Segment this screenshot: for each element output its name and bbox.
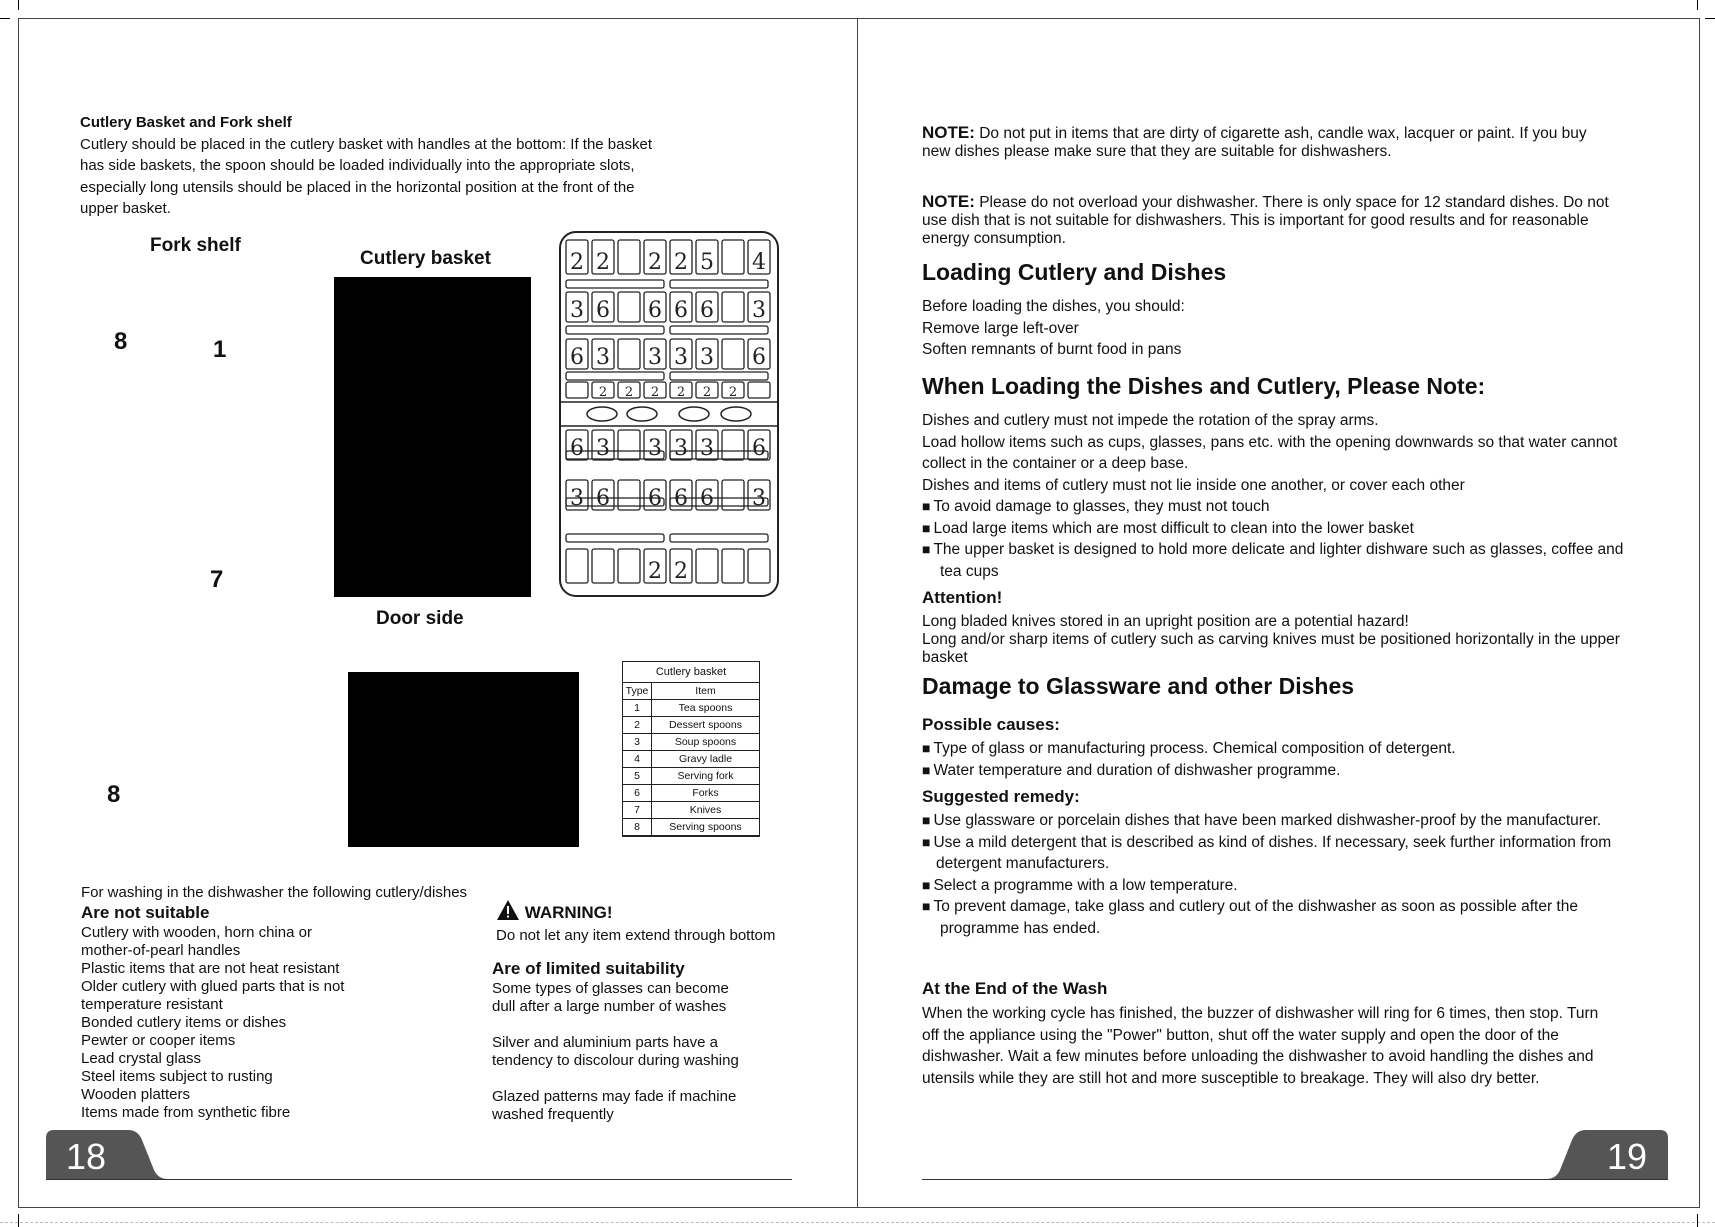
rack-slot-number: 6 (752, 345, 766, 370)
marker-label: 1 (213, 336, 227, 363)
item-cell: Knives (652, 802, 760, 819)
not-suitable-item: Items made from synthetic fibre (81, 1104, 291, 1121)
note-text: energy consumption. (922, 230, 1066, 247)
loading-heading: Loading Cutlery and Dishes (922, 259, 1227, 285)
trim-line (0, 1222, 1715, 1223)
not-suitable-item: Cutlery with wooden, horn china or (81, 924, 312, 941)
not-suitable-item: Lead crystal glass (81, 1050, 202, 1067)
rack-slot-number: 3 (596, 345, 610, 370)
cutlery-rack-diagram (558, 230, 780, 600)
not-suitable-item: Older cutlery with glued parts that is not (81, 978, 345, 995)
basket-photo (334, 277, 531, 597)
cutlery-type-table (623, 683, 759, 836)
table-row (623, 768, 759, 785)
table-row (623, 717, 759, 734)
rack-slot-number: 6 (570, 345, 584, 370)
rack-slot-number: 2 (728, 385, 738, 400)
bullet-item: ■ Use glassware or porcelain dishes that have been marked dishwasher-proof by the manufacturer. (922, 810, 1672, 832)
rack-slot-number: 3 (596, 436, 610, 461)
warning-title (496, 899, 796, 923)
bullet-item: ■ Water temperature and duration of dishwasher programme. (922, 760, 1672, 782)
loading-line: Before loading the dishes, you should: (922, 298, 1185, 315)
type-cell: 3 (623, 734, 652, 751)
causes-heading: Possible causes: (922, 715, 1060, 734)
rack-slot-number: 3 (752, 486, 766, 511)
marker-label: 7 (210, 566, 224, 593)
attention-line: basket (922, 649, 968, 666)
rack-slot-number: 6 (596, 298, 610, 323)
end-line: dishwasher. Wait a few minutes before unloading the dishwasher to avoid handling the dishes and (922, 1048, 1594, 1065)
rack-slot-number: 2 (624, 385, 634, 400)
end-line: utensils while they are still hot and more susceptible to breakage. They will also dry better. (922, 1069, 1540, 1087)
note-2 (922, 193, 1662, 248)
limited-line: Some types of glasses can become (492, 980, 729, 997)
not-suitable-item: Plastic items that are not heat resistant (81, 960, 340, 977)
rack-slot-number: 6 (648, 486, 662, 511)
rack-slot-number: 2 (676, 385, 686, 400)
intro-line: upper basket. (80, 200, 171, 217)
type-cell: 1 (623, 700, 652, 717)
not-suitable-item: Pewter or cooper items (81, 1032, 236, 1049)
intro-line: Cutlery should be placed in the cutlery basket with handles at the bottom: If the basket (80, 135, 652, 153)
loading-list (922, 296, 1185, 361)
table-row (623, 751, 759, 768)
cutlery-section (80, 112, 720, 220)
limited-line: washed frequently (492, 1106, 614, 1123)
marker-label: 8 (107, 781, 121, 808)
rack-slot-number: 3 (648, 436, 662, 461)
note-text: new dishes please make sure that they are suitable for dishwashers. (922, 143, 1392, 160)
note-1 (922, 124, 1652, 161)
type-cell: 2 (623, 717, 652, 734)
page-divider (857, 18, 858, 1208)
table-header: Type (623, 683, 652, 700)
loading-line: Soften remnants of burnt food in pans (922, 341, 1182, 358)
not-suitable-item: temperature resistant (81, 996, 223, 1013)
bullet-item: ■ Select a programme with a low temperature. (922, 875, 1672, 897)
rack-slot-number: 2 (674, 559, 688, 584)
warning-icon (496, 899, 520, 921)
rack-slot-number: 2 (648, 559, 662, 584)
washing-intro: For washing in the dishwasher the following cutlery/dishes (81, 884, 468, 901)
door-side-label: Door side (376, 608, 464, 629)
cutlery-basket-label: Cutlery basket (360, 248, 491, 269)
table-row (623, 785, 759, 802)
end-heading: At the End of the Wash (922, 979, 1108, 998)
rack-slot-number: 3 (648, 345, 662, 370)
crop-mark (0, 18, 10, 19)
limited-heading: Are of limited suitability (492, 959, 685, 978)
table-header: Item (652, 683, 760, 700)
rack-slot-number: 2 (674, 250, 688, 275)
rack-slot-number: 3 (570, 486, 584, 511)
table-row (623, 700, 759, 717)
rack-slot-number: 3 (752, 298, 766, 323)
when-line: collect in the container or a deep base. (922, 455, 1189, 472)
cutlery-table (622, 661, 760, 837)
remedy-heading: Suggested remedy: (922, 787, 1080, 806)
bullet-item: ■ The upper basket is designed to hold more delicate and lighter dishware such as glasses, coffee and (922, 539, 1672, 561)
rack-slot-number: 2 (598, 385, 608, 400)
bullet-item: ■ Use a mild detergent that is described as kind of dishes. If necessary, seek further information from (922, 832, 1672, 854)
rack-slot-number: 6 (648, 298, 662, 323)
item-cell: Serving spoons (652, 819, 760, 836)
marker-label: 8 (114, 328, 128, 355)
item-cell: Dessert spoons (652, 717, 760, 734)
rack-slot-number: 4 (752, 250, 766, 275)
warning-label: WARNING! (524, 903, 613, 922)
not-suitable-section (81, 884, 501, 1122)
table-row (623, 819, 759, 836)
limited-line: Glazed patterns may fade if machine (492, 1088, 737, 1105)
rack-slot-number: 6 (752, 436, 766, 461)
page-number: 19 (1607, 1136, 1648, 1177)
rack-slot-number: 2 (570, 250, 584, 275)
bullet-item: ■ To prevent damage, take glass and cutlery out of the dishwasher as soon as possible after the (922, 896, 1672, 918)
attention-line: Long and/or sharp items of cutlery such as carving knives must be positioned horizontally in the upper (922, 631, 1620, 648)
when-heading: When Loading the Dishes and Cutlery, Please Note: (922, 373, 1486, 399)
item-cell: Tea spoons (652, 700, 760, 717)
type-cell: 7 (623, 802, 652, 819)
note-label: NOTE: (922, 192, 975, 211)
footer-tab-left (46, 1130, 796, 1182)
table-row (623, 802, 759, 819)
rack-slot-number: 2 (702, 385, 712, 400)
not-suitable-item: mother-of-pearl handles (81, 942, 241, 959)
limited-line: dull after a large number of washes (492, 998, 727, 1015)
attention-heading: Attention! (922, 588, 1003, 607)
rack-slot-number: 2 (650, 385, 660, 400)
bullet-item: ■ Load large items which are most difficult to clean into the lower basket (922, 518, 1672, 540)
item-cell: Forks (652, 785, 760, 802)
rack-slot-number: 3 (674, 345, 688, 370)
loading-line: Remove large left-over (922, 319, 1079, 337)
limited-section (492, 958, 792, 1124)
rack-slot-number: 5 (700, 250, 714, 275)
when-list (922, 410, 1672, 582)
not-suitable-item: Steel items subject to rusting (81, 1068, 273, 1085)
rack-slot-number: 6 (700, 298, 714, 323)
rack-slot-number: 6 (570, 436, 584, 461)
not-suitable-item: Bonded cutlery items or dishes (81, 1014, 287, 1031)
table-title: Cutlery basket (623, 662, 759, 683)
bullet-continuation: tea cups (940, 562, 999, 580)
shelf-photo (348, 672, 579, 847)
fork-shelf-label: Fork shelf (150, 235, 241, 256)
attention-line: Long bladed knives stored in an upright position are a potential hazard! (922, 613, 1409, 630)
type-cell: 6 (623, 785, 652, 802)
bullet-item: ■ Type of glass or manufacturing process. Chemical composition of detergent. (922, 738, 1672, 760)
rack-ovals (587, 407, 751, 421)
bullet-continuation: programme has ended. (940, 919, 1101, 937)
end-list (922, 1003, 1672, 1089)
note-text: Please do not overload your dishwasher. There is only space for 12 standard dishes. Do not (979, 194, 1609, 211)
when-line: Dishes and cutlery must not impede the rotation of the spray arms. (922, 412, 1379, 429)
crop-mark (1697, 0, 1698, 10)
end-line: When the working cycle has finished, the buzzer of dishwasher will ring for 6 times, then stop. Turn (922, 1005, 1599, 1022)
when-line: Dishes and items of cutlery must not lie inside one another, or cover each other (922, 476, 1465, 494)
intro-line: especially long utensils should be placed in the horizontal position at the front of the (80, 178, 635, 196)
item-cell: Serving fork (652, 768, 760, 785)
rack-slot-number: 3 (700, 345, 714, 370)
section-heading: Cutlery Basket and Fork shelf (80, 114, 292, 131)
table-row (623, 734, 759, 751)
not-suitable-list (81, 924, 501, 1122)
when-line: Load hollow items such as cups, glasses, pans etc. with the opening downwards so that water cannot (922, 433, 1618, 451)
damage-heading: Damage to Glassware and other Dishes (922, 673, 1355, 699)
bullet-continuation: detergent manufacturers. (936, 855, 1110, 872)
rack-slot-number: 3 (674, 436, 688, 461)
type-cell: 5 (623, 768, 652, 785)
rack-slot-number: 6 (700, 486, 714, 511)
type-cell: 4 (623, 751, 652, 768)
limited-line: tendency to discolour during washing (492, 1052, 739, 1069)
warning-section (496, 899, 796, 947)
item-cell: Gravy ladle (652, 751, 760, 768)
intro-line: has side baskets, the spoon should be loaded individually into the appropriate slots, (80, 157, 635, 174)
rack-slot-number: 2 (596, 250, 610, 275)
crop-mark (18, 0, 19, 10)
rack-slot-number: 6 (674, 298, 688, 323)
note-text: use dish that is not suitable for dishwashers. This is important for good results and for reasonable (922, 212, 1589, 229)
causes-list (922, 738, 1672, 781)
not-suitable-item: Wooden platters (81, 1086, 190, 1103)
rack-slot-number: 2 (648, 250, 662, 275)
rack-slot-number: 6 (674, 486, 688, 511)
end-line: off the appliance using the "Power" button, shut off the water supply and open the door of the (922, 1026, 1559, 1044)
crop-mark (1697, 1214, 1698, 1227)
limited-line: Silver and aluminium parts have a (492, 1034, 718, 1051)
item-cell: Soup spoons (652, 734, 760, 751)
warning-text: Do not let any item extend through bottom (496, 927, 776, 944)
rack-slot-number: 3 (570, 298, 584, 323)
footer-tab-right (918, 1130, 1670, 1182)
attention-list (922, 613, 1672, 667)
crop-mark (1705, 18, 1715, 19)
note-text: Do not put in items that are dirty of cigarette ash, candle wax, lacquer or paint. If you buy (979, 125, 1587, 142)
rack-slot-number: 3 (700, 436, 714, 461)
not-suitable-heading: Are not suitable (81, 903, 210, 922)
type-cell: 8 (623, 819, 652, 836)
bullet-item: ■ To avoid damage to glasses, they must not touch (922, 496, 1672, 518)
remedy-list (922, 810, 1672, 939)
note-label: NOTE: (922, 123, 975, 142)
rack-slot-number: 6 (596, 486, 610, 511)
page-number: 18 (66, 1136, 107, 1177)
crop-mark (18, 1214, 19, 1227)
